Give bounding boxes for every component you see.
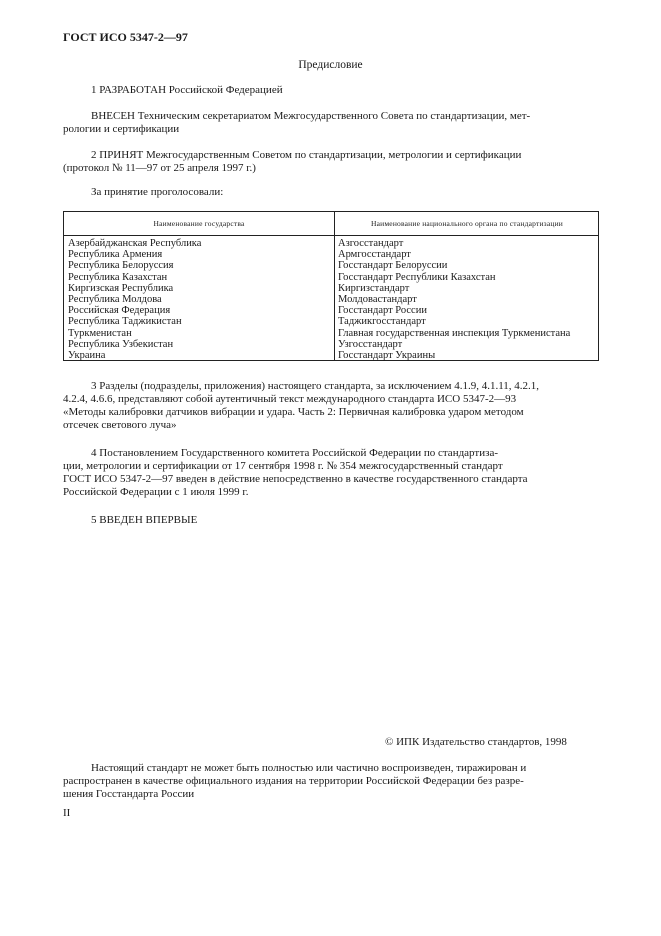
table-cell-state: Киргизская Республика (68, 282, 174, 294)
table-cell-state: Азербайджанская Республика (68, 238, 202, 249)
section-4-line3: ГОСТ ИСО 5347-2—97 введен в действие непосредственно в качестве государственного стандарта (63, 473, 528, 485)
notice-line3: шения Госстандарта России (63, 788, 195, 800)
table-cell-body: Узгосстандарт (338, 338, 403, 350)
table-cell-body: Армгосстандарт (338, 249, 411, 261)
section-4-line4: Российской Федерации с 1 июля 1999 г. (63, 486, 249, 498)
section-4-line2: ции, метрологии и сертификации от 17 сентября 1998 г. № 354 межгосударственный стандарт (63, 460, 503, 472)
table-column-bodies (338, 238, 570, 361)
page-number: II (63, 807, 71, 819)
table-cell-state: Республика Молдова (68, 294, 162, 306)
table-cell-state: Республика Армения (68, 249, 163, 261)
table-header-body: Наименование национального органа по стандартизации (371, 219, 563, 228)
table-cell-body: Госстандарт Белоруссии (338, 260, 448, 272)
table-cell-body: Главная государственная инспекция Туркменистана (338, 327, 571, 339)
table-cell-state: Республика Таджикистан (68, 316, 182, 328)
table-cell-state: Республика Узбекистан (68, 338, 174, 350)
table-cell-state: Республика Белоруссия (68, 260, 174, 272)
preface-title: Предисловие (298, 59, 363, 71)
table-cell-body: Госстандарт России (338, 305, 427, 317)
section-3-line2: 4.2.4, 4.6.6, представляют собой аутентичный текст международного стандарта ИСО 5347-2—93 (63, 393, 517, 405)
preface-introduced-line2: рологии и сертификации (63, 123, 180, 135)
document-code: ГОСТ ИСО 5347-2—97 (63, 30, 188, 44)
table-cell-state: Туркменистан (68, 327, 132, 339)
table-column-divider (334, 212, 335, 360)
table-cell-state: Украина (68, 350, 106, 362)
section-3-line1: 3 Разделы (подразделы, приложения) настоящего стандарта, за исключением 4.1.9, 4.1.11, 4.2.1, (91, 380, 540, 392)
notice-line1: Настоящий стандарт не может быть полностью или частично воспроизведен, тиражирован и (91, 762, 527, 774)
copyright: © ИПК Издательство стандартов, 1998 (385, 736, 567, 748)
table-cell-body: Госстандарт Республики Казахстан (338, 271, 496, 283)
section-5: 5 ВВЕДЕН ВПЕРВЫЕ (91, 514, 198, 526)
table-cell-body: Молдовастандарт (338, 294, 417, 306)
preface-introduced-line1: ВНЕСЕН Техническим секретариатом Межгосударственного Совета по стандартизации, мет- (91, 110, 531, 122)
table-cell-state: Республика Казахстан (68, 271, 168, 283)
voting-table (63, 211, 599, 361)
notice-line2: распространен в качестве официального издания на территории Российской Федерации без разре- (63, 775, 524, 787)
section-3-line4: отсечек светового луча» (63, 419, 177, 431)
table-cell-body: Таджикгосстандарт (338, 316, 426, 328)
preface-item-1: 1 РАЗРАБОТАН Российской Федерацией (91, 84, 283, 96)
section-4-line1: 4 Постановлением Государственного комитета Российской Федерации по стандартиза- (91, 447, 498, 459)
voted-label: За принятие проголосовали: (91, 186, 224, 198)
table-header-state: Наименование государства (153, 219, 245, 228)
table-cell-body: Киргизстандарт (338, 282, 410, 294)
preface-item-2-line1: 2 ПРИНЯТ Межгосударственным Советом по стандартизации, метрологии и сертификации (91, 149, 522, 161)
table-cell-body: Азгосстандарт (338, 238, 404, 249)
table-cell-state: Российская Федерация (68, 305, 171, 317)
table-header-divider (64, 235, 598, 236)
preface-item-2-line2: (протокол № 11—97 от 25 апреля 1997 г.) (63, 162, 256, 174)
table-column-states (68, 238, 201, 361)
section-3-line3: «Методы калибровки датчиков вибрации и удара. Часть 2: Первичная калибровка ударом методом (63, 406, 524, 418)
table-cell-body: Госстандарт Украины (338, 350, 436, 362)
